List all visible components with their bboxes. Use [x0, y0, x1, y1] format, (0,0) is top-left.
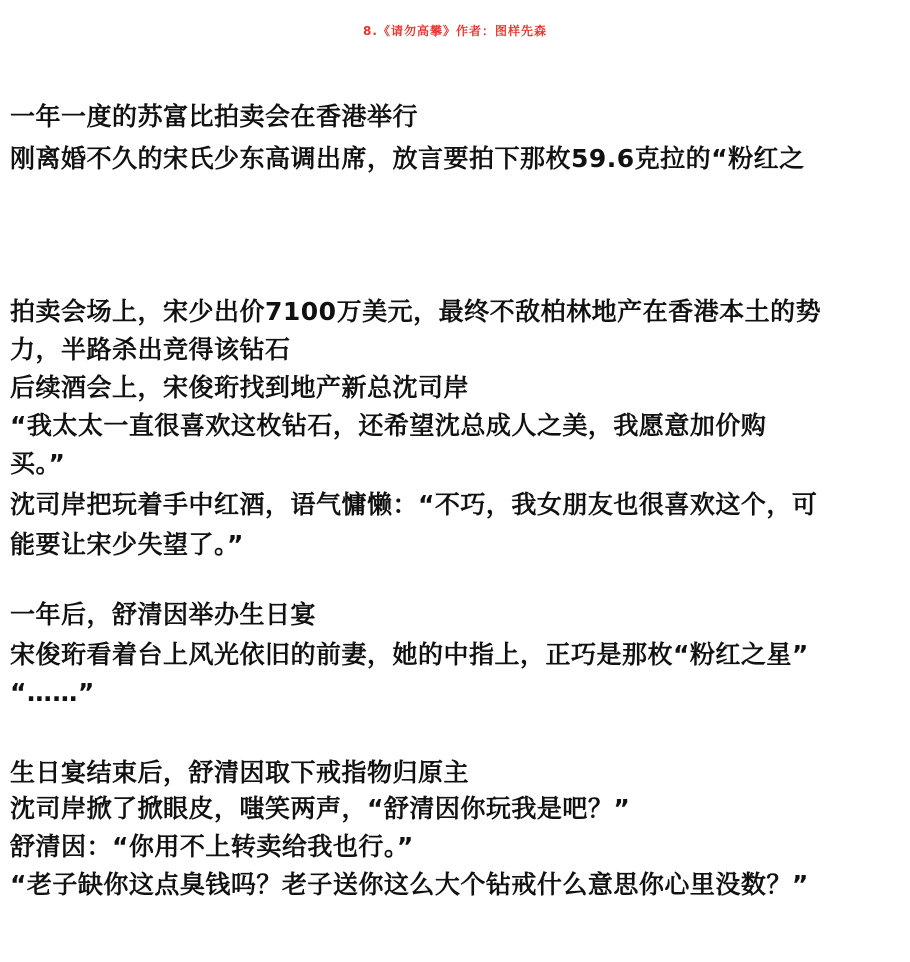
text-line-8: 沈司岸把玩着手中红酒，语气慵懒：“不巧，我女朋友也很喜欢这个，可 [10, 490, 818, 519]
page-title: 8.《请勿高攀》作者：图样先森 [363, 24, 547, 38]
text-line-12: “……” [10, 678, 95, 707]
text-line-6: “我太太一直很喜欢这枚钻石，还希望沈总成人之美，我愿意加价购 [10, 411, 767, 440]
text-line-13: 生日宴结束后，舒清因取下戒指物归原主 [10, 758, 470, 787]
text-line-15: 舒清因：“你用不上转卖给我也行。” [10, 832, 414, 861]
text-line-11: 宋俊珩看着台上风光依旧的前妻，她的中指上，正巧是那枚“粉红之星” [10, 640, 809, 669]
text-line-3: 拍卖会场上，宋少出价7100万美元，最终不敌柏林地产在香港本土的势 [10, 297, 822, 326]
text-line-5: 后续酒会上，宋俊珩找到地产新总沈司岸 [10, 373, 470, 402]
text-line-1: 一年一度的苏富比拍卖会在香港举行 [10, 102, 419, 131]
text-line-9: 能要让宋少失望了。” [10, 530, 244, 559]
text-line-7: 买。” [10, 449, 66, 478]
text-line-4: 力，半路杀出竞得该钻石 [10, 335, 291, 364]
text-line-16: “老子缺你这点臭钱吗？老子送你这么大个钻戒什么意思你心里没数？” [10, 870, 809, 899]
text-line-14: 沈司岸掀了掀眼皮，嗤笑两声，“舒清因你玩我是吧？” [10, 794, 631, 823]
text-line-10: 一年后，舒清因举办生日宴 [10, 600, 317, 629]
text-line-2: 刚离婚不久的宋氏少东高调出席，放言要拍下那枚59.6克拉的“粉红之 [10, 144, 805, 173]
